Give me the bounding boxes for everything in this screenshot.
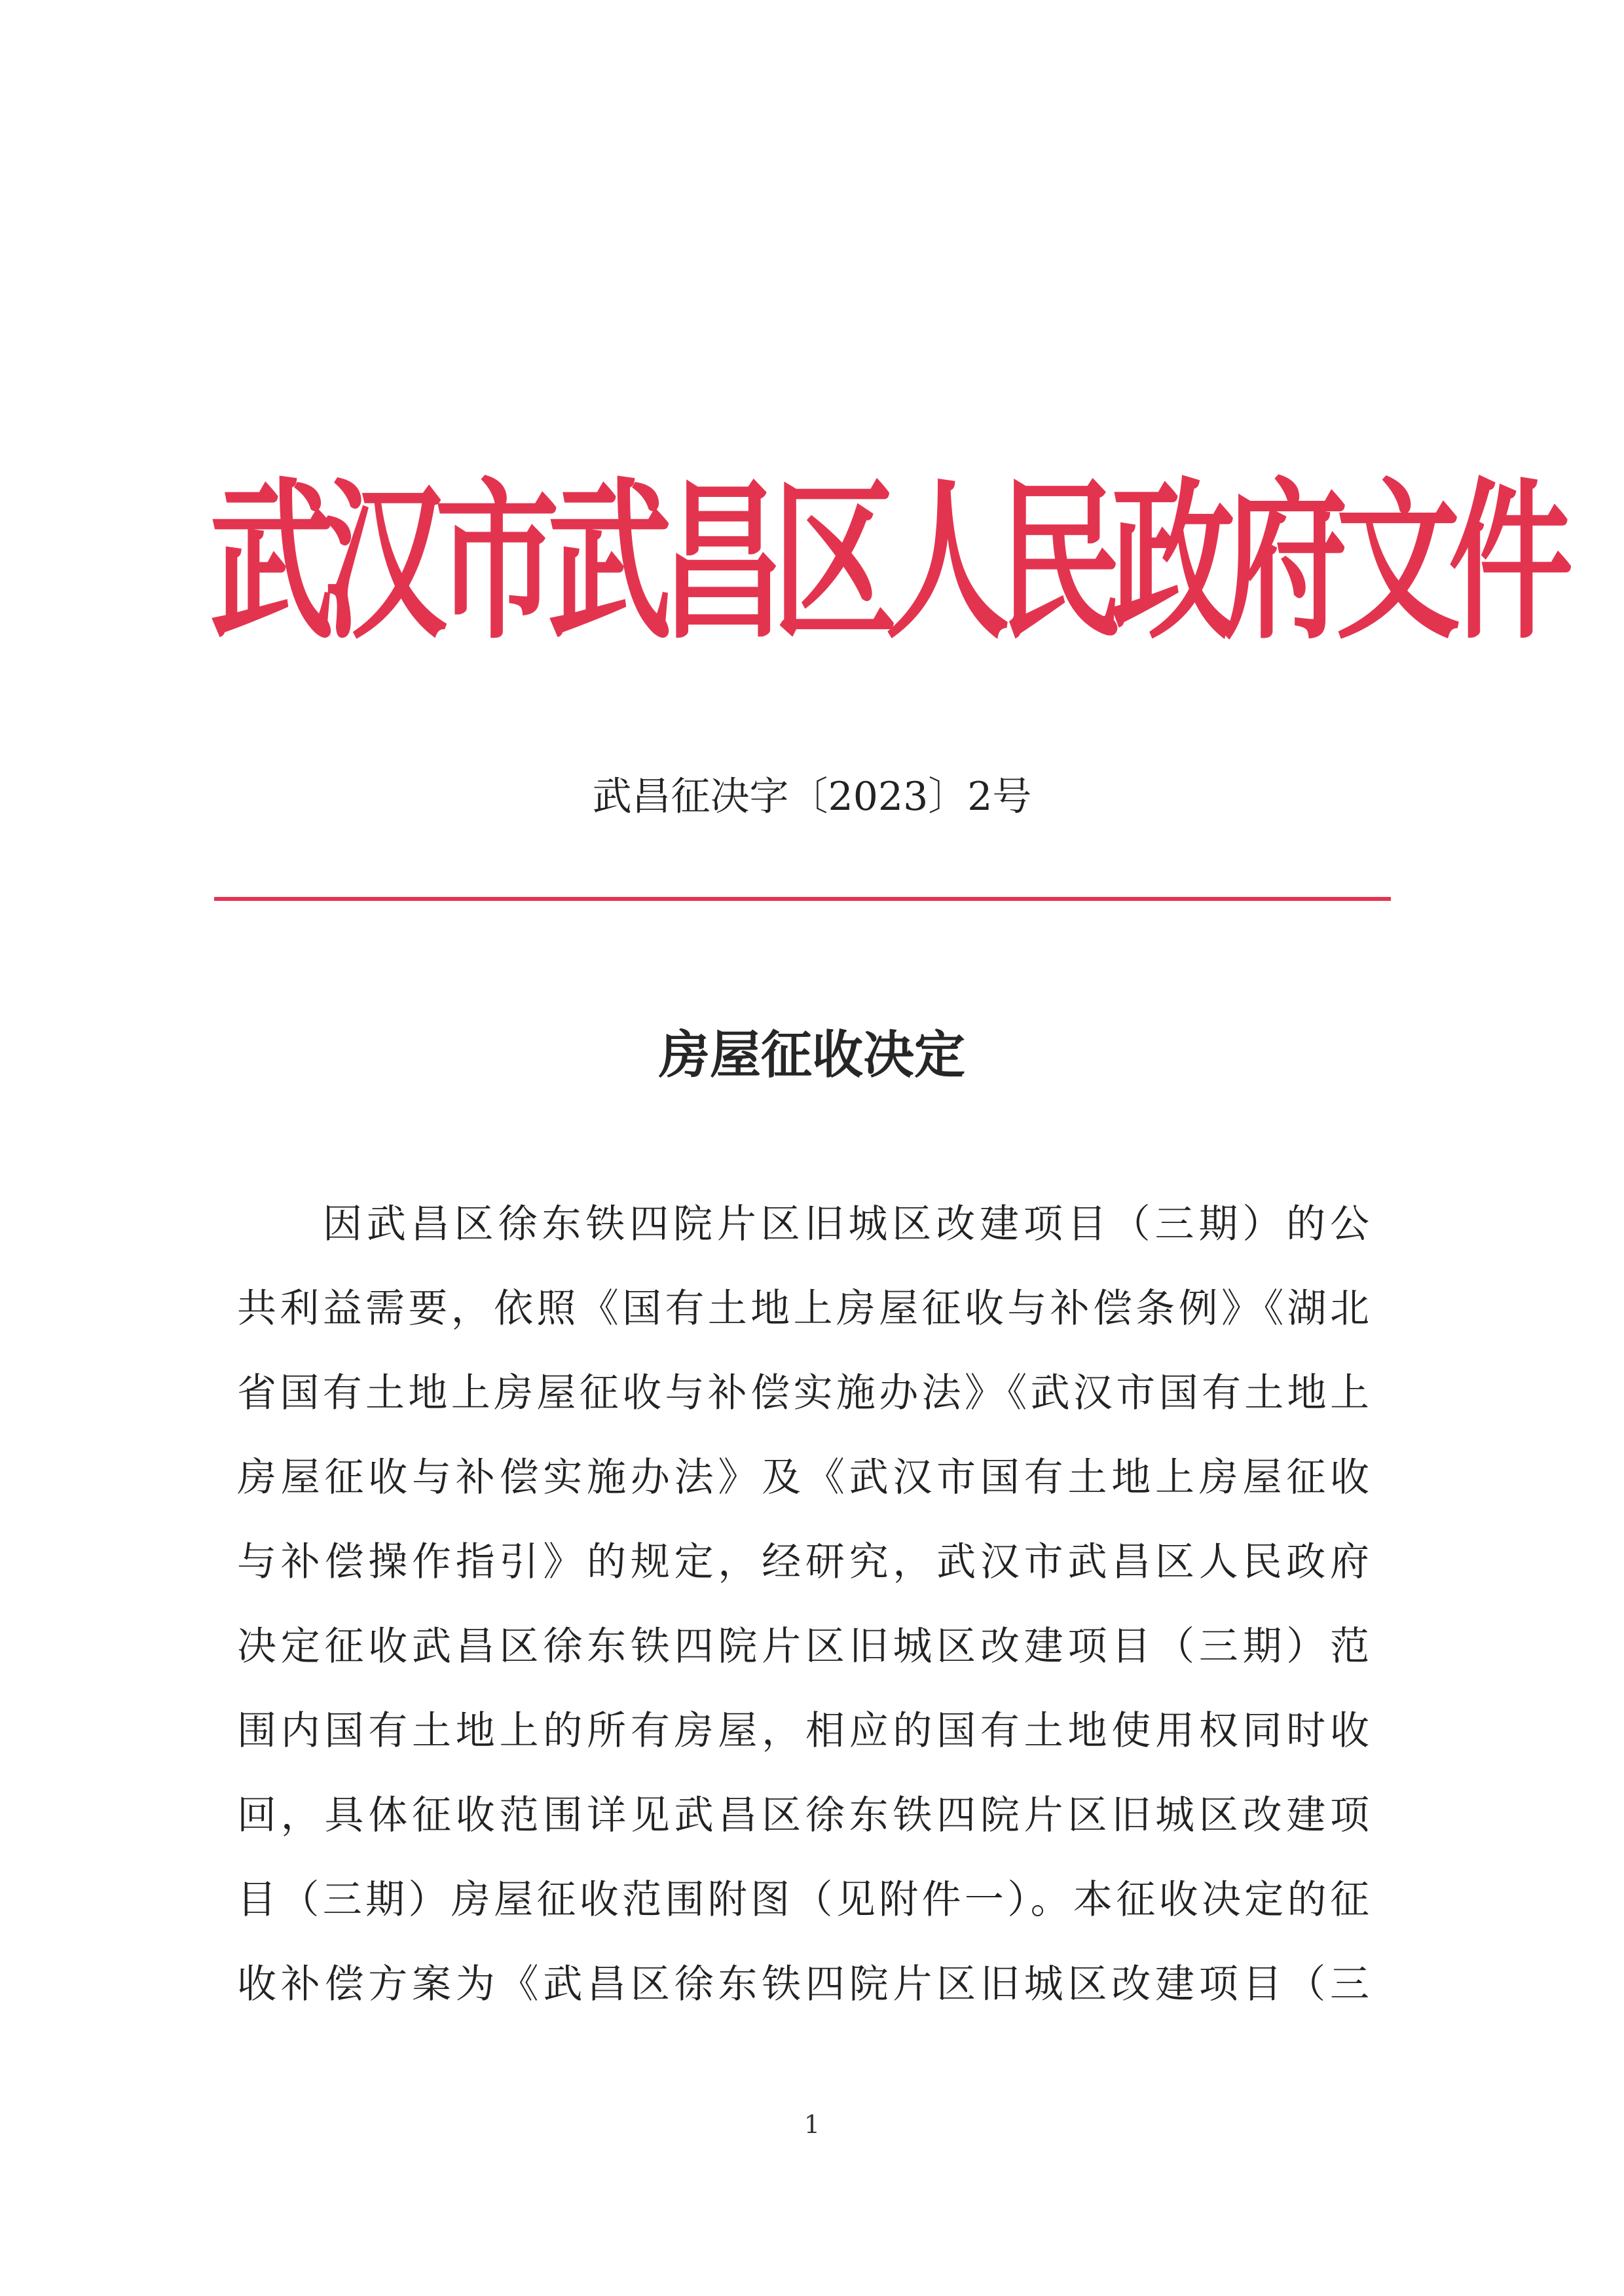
- body-text-line: 收补偿方案为《武昌区徐东铁四院片区旧城区改建项目（三: [237, 1961, 1369, 2007]
- body-text-line: 回，具体征收范围详见武昌区徐东铁四院片区旧城区改建项: [237, 1793, 1369, 1838]
- red-divider-line: [214, 897, 1391, 901]
- body-text-line: 共利益需要，依照《国有土地上房屋征收与补偿条例》《湖北: [237, 1286, 1369, 1332]
- body-text-line: 围内国有土地上的所有房屋，相应的国有土地使用权同时收: [237, 1708, 1369, 1754]
- issuer-masthead: [210, 462, 1562, 663]
- document-number: 武昌征决字〔2023〕2号: [592, 774, 1032, 820]
- body-text-line: 省国有土地上房屋征收与补偿实施办法》《武汉市国有土地上: [237, 1370, 1369, 1416]
- body-text-line: 因武昌区徐东铁四院片区旧城区改建项目（三期）的公: [323, 1201, 1369, 1247]
- body-text-line: 决定征收武昌区徐东铁四院片区旧城区改建项目（三期）范: [237, 1624, 1369, 1669]
- issuer-masthead-text: 武汉市武昌区人民政府文件: [210, 462, 1562, 663]
- page-number: 1: [803, 2110, 821, 2139]
- document-title: 房屋征收决定: [658, 1025, 965, 1085]
- body-text-line: 房屋征收与补偿实施办法》及《武汉市国有土地上房屋征收: [237, 1455, 1369, 1501]
- body-text-line: 目（三期）房屋征收范围附图（见附件一）。本征收决定的征: [237, 1877, 1369, 1923]
- body-text-line: 与补偿操作指引》的规定，经研究，武汉市武昌区人民政府: [237, 1539, 1369, 1585]
